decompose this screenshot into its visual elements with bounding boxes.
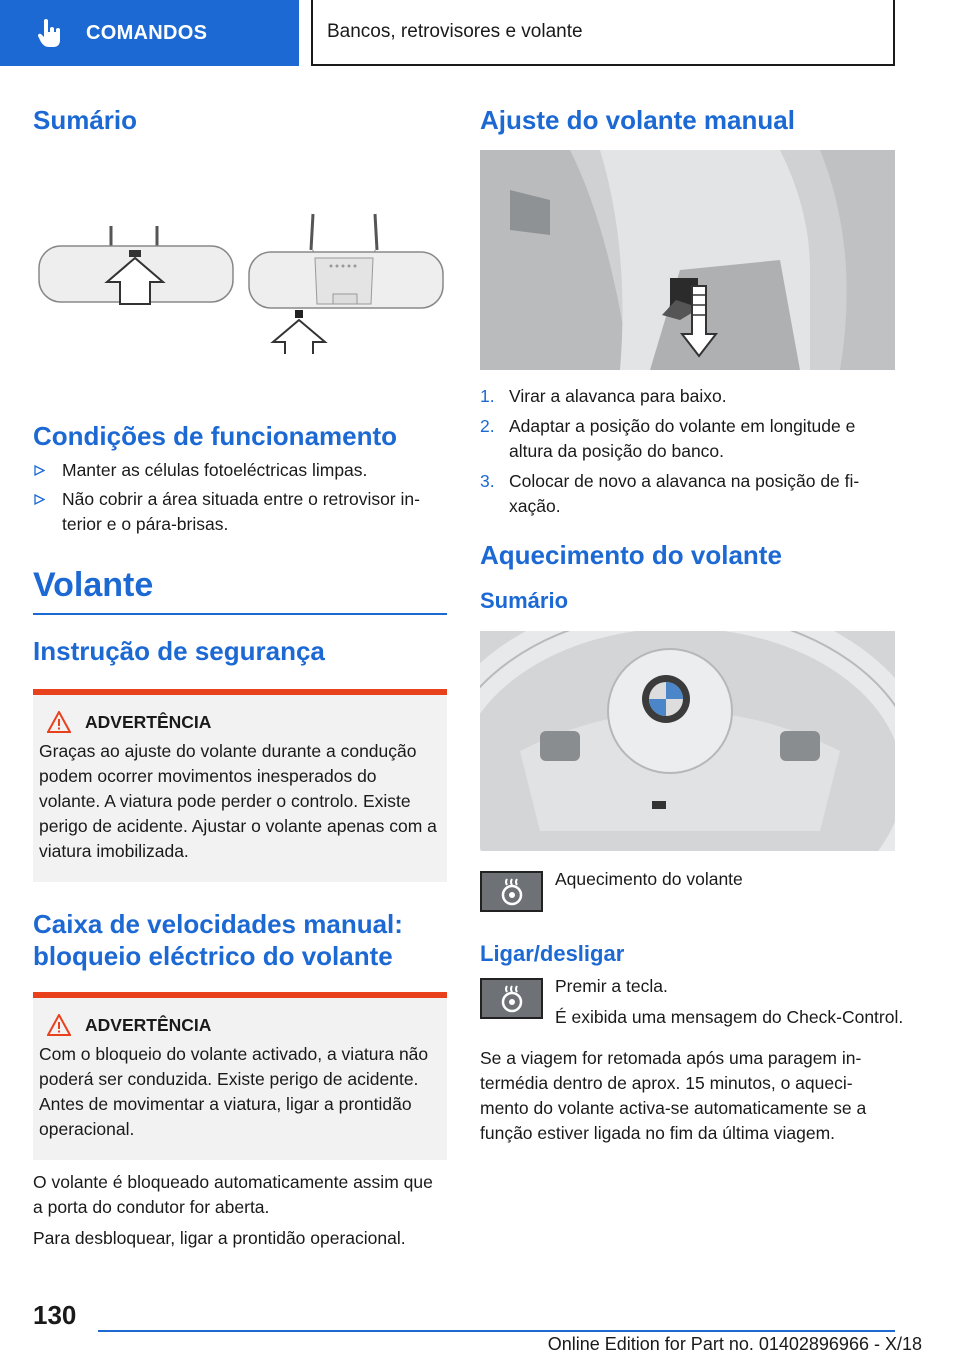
left-column bbox=[33, 100, 447, 1251]
ajuste-heading: Ajuste do volante manual bbox=[480, 105, 795, 135]
heated-steering-wheel-key-icon bbox=[480, 978, 543, 1019]
warning-text: Graças ao ajuste do volante durante a condução podem ocorrer movimentos inesperados do volante. A viatura pode perder o controlo. Existe perigo de acidente. Ajustar o volante apenas com a viatura imobilizada. bbox=[39, 741, 437, 861]
list-item: 2. Adaptar a posição do volante em longitude e altura da posição do banco. bbox=[480, 416, 856, 461]
heated-steering-wheel-key-icon bbox=[480, 871, 543, 912]
mirror-drawing bbox=[33, 154, 447, 354]
instrucao-heading: Instrução de segurança bbox=[33, 636, 325, 666]
icon-caption: Aquecimento do volante bbox=[555, 869, 743, 889]
steering-wheel-photo bbox=[480, 631, 895, 851]
ligar-heading: Ligar/desligar bbox=[480, 941, 625, 966]
chapter-label: COMANDOS bbox=[86, 21, 208, 44]
page-number: 130 bbox=[33, 1300, 77, 1330]
edition-text: Online Edition for Part no. 01402896966 - X/18 bbox=[547, 1334, 922, 1354]
ligar-line-1: Premir a tecla. bbox=[555, 976, 668, 996]
caixa-heading: Caixa de velocidades manual: bloqueio eléctrico do volante bbox=[33, 909, 403, 971]
paragraph: Para desbloquear, ligar a prontidão operacional. bbox=[33, 1228, 406, 1248]
list-item: 1. Virar a alavanca para baixo. bbox=[480, 386, 727, 406]
triangle-bullet-icon bbox=[34, 494, 45, 505]
sumario-subheading: Sumário bbox=[480, 588, 569, 613]
ajuste-steps bbox=[480, 384, 895, 519]
warning-triangle-icon bbox=[47, 1014, 71, 1036]
warning-box-1 bbox=[33, 689, 447, 882]
chapter-tab[interactable] bbox=[0, 0, 299, 66]
rearview-mirror-illustration bbox=[33, 154, 447, 354]
sumario-heading: Sumário bbox=[33, 105, 138, 135]
warning-label: ADVERTÊNCIA bbox=[85, 711, 212, 732]
hand-pointer-icon bbox=[38, 18, 64, 48]
paragraph: Se a viagem for retomada após uma paragem intermédia dentro de aprox. 15 minutos, o aquecimento do volante activa-se automaticamente se a função estiver ligada no fim da última viagem. bbox=[480, 1048, 867, 1143]
list-item: 3. Colocar de novo a alavanca na posição de fixação. bbox=[480, 471, 860, 516]
condicoes-heading: Condições de funcionamento bbox=[33, 421, 398, 451]
list-item: Manter as células fotoeléctricas limpas. bbox=[33, 458, 447, 483]
steering-wheel-drawing bbox=[480, 631, 895, 851]
steering-column-drawing bbox=[480, 150, 895, 370]
warning-triangle-icon bbox=[47, 711, 71, 733]
footer-rule bbox=[98, 1330, 895, 1332]
list-item: Não cobrir a área situada entre o retrovisor interior e o pára-brisas. bbox=[33, 487, 447, 537]
page-header bbox=[0, 0, 960, 66]
ligar-row bbox=[480, 976, 904, 1030]
warning-label: ADVERTÊNCIA bbox=[85, 1014, 212, 1035]
right-column bbox=[480, 100, 904, 1146]
section-rule bbox=[33, 613, 447, 615]
paragraph: O volante é bloqueado automaticamente assim que a porta do condutor for aberta. bbox=[33, 1172, 433, 1217]
warning-text: Com o bloqueio do volante activado, a viatura não poderá ser conduzida. Existe perigo de acidente. Antes de movimentar a viatura, ligar a prontidão operacional. bbox=[39, 1044, 429, 1139]
condicoes-list bbox=[33, 458, 447, 537]
section-title: Bancos, retrovisores e volante bbox=[311, 0, 895, 66]
steering-column-photo bbox=[480, 150, 895, 370]
aquecimento-heading: Aquecimento do volante bbox=[480, 540, 782, 570]
icon-caption-row bbox=[480, 871, 895, 912]
triangle-bullet-icon bbox=[34, 465, 45, 476]
warning-box-2 bbox=[33, 992, 447, 1160]
volante-heading: Volante bbox=[33, 566, 154, 604]
ligar-line-2: É exibida uma mensagem do Check-Control. bbox=[555, 1007, 904, 1027]
